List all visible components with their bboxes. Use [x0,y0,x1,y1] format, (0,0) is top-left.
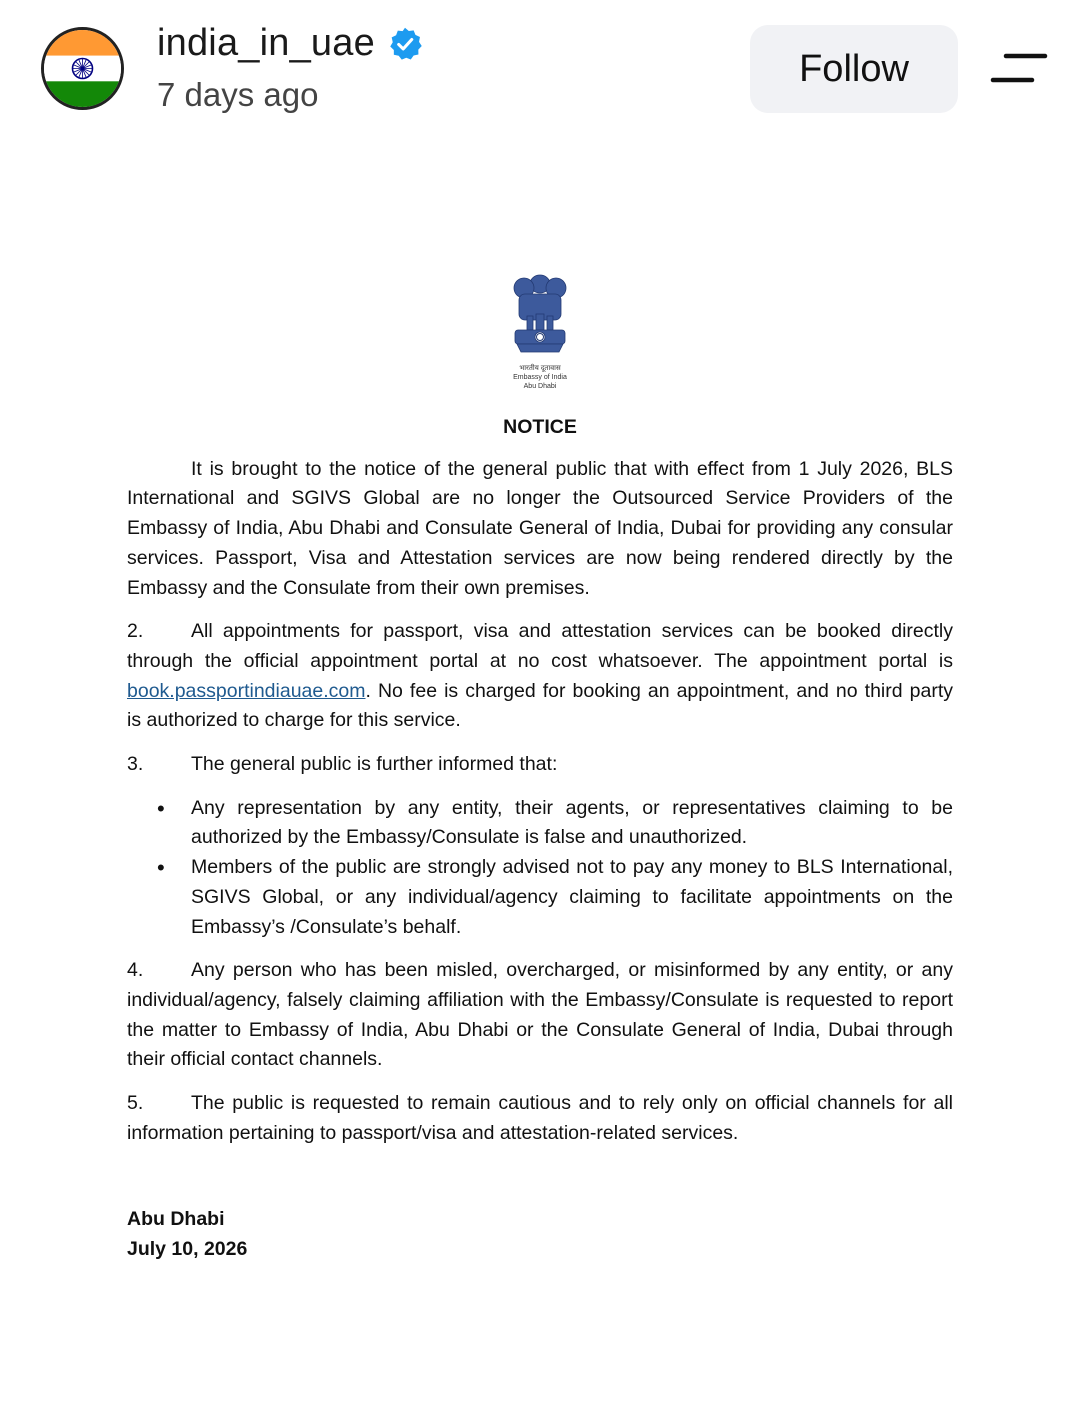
list-item: • Members of the public are strongly advised not to pay any money to BLS International, SGIVS Global, or any individual/agency claiming to facilitate appointments on the Embassy’s /Consulate’s behalf. [127,853,953,942]
notice-para-1: It is brought to the notice of the general public that with effect from 1 July 2026, BLS International and SGIVS Global are no longer the Outsourced Service Providers of the Embassy of India, Abu Dhabi and Consulate General of India, Dubai for providing any consular services. Passport, Visa and Attestation services are now being rendered directly by the Embassy and the Consulate from their own premises. [127,457,953,599]
notice-bullet-list [127,794,953,943]
follow-button[interactable]: Follow [750,25,958,113]
national-emblem-icon [505,268,575,364]
appointment-portal-link[interactable]: book.passportindiauae.com [127,679,366,702]
post-timestamp: 7 days ago [157,76,319,113]
notice-para-3 [127,750,953,780]
emblem-caption-line1: Embassy of India [513,374,567,381]
para-3-text: The general public is further informed that: [191,753,558,776]
post-header [0,0,1080,140]
para-number: 5. [127,1092,144,1115]
para-number: 3. [127,753,144,776]
emblem-block [127,268,953,391]
para-2-text: All appointments for passport, visa and attestation services can be booked directly through the official appointment portal at no cost whatsoever. The appointment portal is [127,620,953,672]
emblem-caption-hindi: भारतीय दूतावास [519,365,561,372]
username[interactable]: india_in_uae [157,22,375,64]
signature-block [127,1204,953,1264]
para-4-text: Any person who has been misled, overcharged, or misinformed by any entity, or any individual/agency, falsely claiming affiliation with the Embassy/Consulate is requested to report the matter to Embassy of India, Abu Dhabi or the Consulate General of India, Dubai through their official contact channels. [127,959,953,1071]
avatar[interactable] [41,27,124,110]
notice-date: July 10, 2026 [127,1238,248,1261]
menu-icon[interactable] [990,52,1048,86]
notice-para-2 [127,617,953,736]
notice-place: Abu Dhabi [127,1208,225,1231]
list-item: • Any representation by any entity, their agents, or representatives claiming to be authorized by the Embassy/Consulate is false and unauthorized. [127,794,953,853]
para-5-text: The public is requested to remain cautious and to rely only on official channels for all information pertaining to passport/visa and attestation-related services. [127,1092,953,1144]
para-number: 2. [127,620,144,643]
notice-title: NOTICE [503,416,577,438]
notice-document [127,268,953,1264]
para-number: 4. [127,959,144,982]
notice-para-4 [127,956,953,1075]
emblem-caption-line2: Abu Dhabi [523,383,557,390]
username-row [157,22,423,65]
para-2-text-after: . No fee is charged for booking an appointment, and no third party is authorized to charge for this service. [127,679,953,732]
notice-para-5 [127,1089,953,1148]
india-flag-icon [44,30,121,107]
verified-badge-icon [387,26,423,62]
